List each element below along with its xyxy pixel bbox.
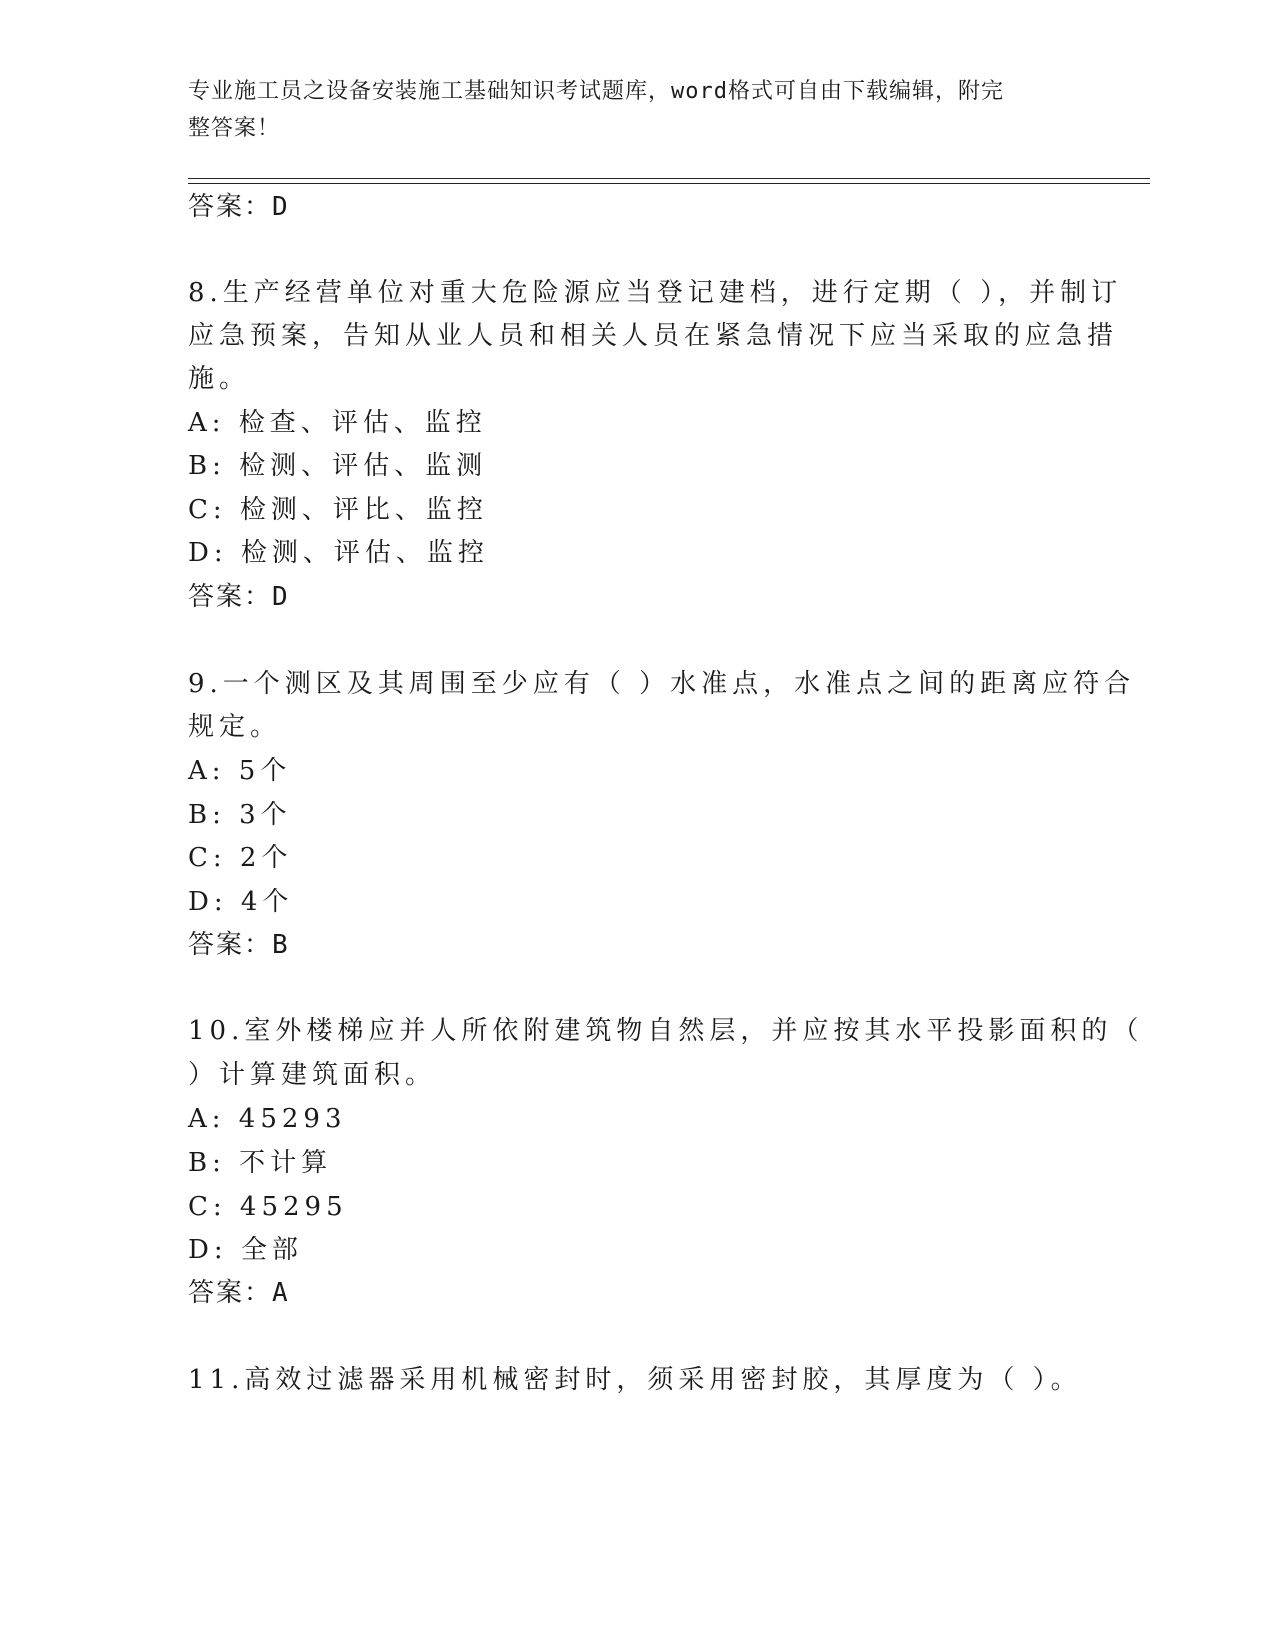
q9-stem-line-1: 9.一个测区及其周围至少应有（ ）水准点，水准点之间的距离应符合 (188, 669, 1136, 699)
q9-option-b: B: 3个 (188, 800, 292, 830)
q8-option-d: D: 检测、评估、监控 (188, 538, 489, 568)
q8-answer: 答案：D (188, 582, 290, 612)
header-line-2: 整答案！ (188, 116, 281, 141)
q11-stem-line-1: 11.高效过滤器采用机械密封时，须采用密封胶，其厚度为（ ）。 (188, 1365, 1082, 1395)
q10-option-a: A: 45293 (188, 1104, 347, 1134)
q10-option-c: C: 45295 (188, 1192, 348, 1222)
q10-stem-line-2: ）计算建筑面积。 (188, 1060, 437, 1090)
q8-stem-line-1: 8.生产经营单位对重大危险源应当登记建档，进行定期（ ），并制订 (188, 278, 1123, 308)
q10-answer: 答案：A (188, 1278, 290, 1308)
q8-stem-line-2: 应急预案，告知从业人员和相关人员在紧急情况下应当采取的应急措 (188, 321, 1119, 351)
q8-option-a: A: 检查、评估、监控 (188, 408, 487, 438)
q8-option-c: C: 检测、评比、监控 (188, 495, 488, 525)
q8-option-b: B: 检测、评估、监测 (188, 451, 488, 481)
q9-stem-line-2: 规定。 (188, 712, 282, 742)
q9-option-a: A: 5个 (188, 756, 292, 786)
header-rule-top (188, 178, 1150, 179)
q9-option-d: D: 4个 (188, 887, 294, 917)
document-header (188, 73, 1068, 147)
answer-q7: 答案：D (188, 192, 290, 222)
q10-option-d: D: 全部 (188, 1235, 303, 1265)
q8-stem-line-3: 施。 (188, 364, 251, 394)
q9-answer: 答案：B (188, 930, 290, 960)
header-line-1: 专业施工员之设备安装施工基础知识考试题库，word格式可自由下载编辑，附完 (188, 79, 1004, 104)
q9-option-c: C: 2个 (188, 843, 293, 873)
q10-option-b: B: 不计算 (188, 1148, 333, 1178)
q10-stem-line-1: 10.室外楼梯应并人所依附建筑物自然层，并应按其水平投影面积的（ (188, 1016, 1144, 1046)
